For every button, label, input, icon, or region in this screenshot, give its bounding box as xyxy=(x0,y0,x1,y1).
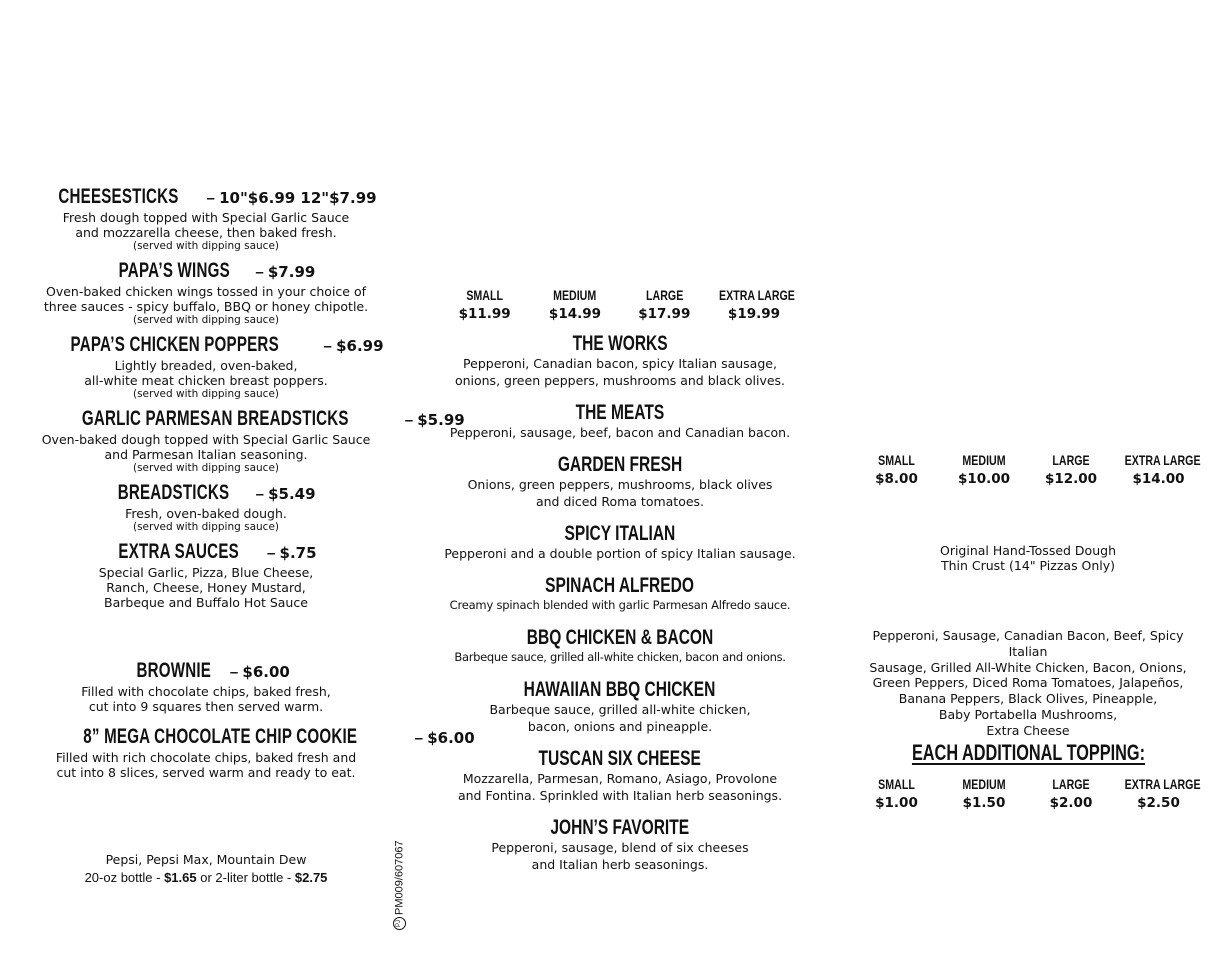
pizza-desc: Pepperoni, sausage, beef, bacon and Canadian bacon. xyxy=(449,425,791,440)
item-price: $7.99 xyxy=(267,263,316,281)
menu-item-cheesesticks: CHEESESTICKS – 10"$6.99 12"$7.99 Fresh dough topped with Special Garlic Sauce and mozzarella cheese, then baked fresh. (served with dipping sauce) xyxy=(30,186,382,252)
pizza-name: JOHN’S FAVORITE xyxy=(550,816,690,839)
item-name: CHEESESTICKS xyxy=(58,185,180,208)
pizza-bbq-chicken-bacon xyxy=(440,627,800,666)
drinks-prices: 20-oz bottle - $1.65 or 2-liter bottle - $2.75 xyxy=(84,870,328,885)
pizza-johns-favorite xyxy=(440,817,800,873)
size-medium: MEDIUM $14.99 xyxy=(548,287,602,322)
pizza-name: THE WORKS xyxy=(572,332,668,355)
menu-item-papas-wings: PAPA’S WINGS – $7.99 Oven-baked chicken wings tossed in your choice of three sauces - spicy buffalo, BBQ or honey chipotle. (served with dipping sauce) xyxy=(30,260,382,326)
pizza-name: THE MEATS xyxy=(575,401,665,424)
pizza-the-works xyxy=(440,333,800,389)
size-small: SMALL $8.00 xyxy=(875,452,918,487)
item-note: (served with dipping sauce) xyxy=(132,314,279,326)
drinks-section xyxy=(30,852,382,885)
item-price: $.75 xyxy=(279,544,317,562)
pizza-name: TUSCAN SIX CHEESE xyxy=(538,747,702,770)
pizza-name: GARDEN FRESH xyxy=(557,453,683,476)
item-name: 8” MEGA CHOCOLATE CHIP COOKIE xyxy=(83,725,358,748)
item-name: PAPA’S WINGS xyxy=(118,259,230,282)
item-desc: Lightly breaded, oven-baked, all-white meat chicken breast poppers. xyxy=(84,358,328,388)
item-price: $5.99 xyxy=(417,411,465,429)
menu-item-garlic-breadsticks: GARLIC PARMESAN BREADSTICKS – $5.99 Oven-baked dough topped with Special Garlic Sauce and Parmesan Italian seasoning. (served with dipping sauce) xyxy=(30,408,382,474)
item-name: PAPA’S CHICKEN POPPERS xyxy=(70,333,279,356)
item-price: $6.00 xyxy=(427,729,475,747)
topping-size-prices xyxy=(853,776,1203,811)
pizza-spinach-alfredo xyxy=(440,575,800,614)
pizza-desc: Onions, green peppers, mushrooms, black olives and diced Roma tomatoes. xyxy=(467,477,773,509)
size-extra-large: EXTRA LARGE $19.99 xyxy=(719,287,795,322)
pizza-desc: Pepperoni, sausage, blend of six cheeses and Italian herb seasonings. xyxy=(491,840,749,872)
sides-column xyxy=(30,185,465,610)
item-desc: Filled with chocolate chips, baked fresh, cut into 9 squares then served warm. xyxy=(81,684,331,714)
size-large: LARGE $12.00 xyxy=(1044,452,1098,487)
crust-options: Original Hand-Tossed Dough Thin Crust (14" Pizzas Only) xyxy=(939,543,1116,573)
item-name: BREADSTICKS xyxy=(118,481,230,504)
papa-johns-logo-icon: PJ xyxy=(393,917,406,930)
item-note: (served with dipping sauce) xyxy=(132,462,279,474)
specialty-pizzas-column xyxy=(440,333,800,873)
pizza-name: HAWAIIAN BBQ CHICKEN xyxy=(524,678,716,701)
specialty-size-prices xyxy=(440,287,800,322)
item-desc: Special Garlic, Pizza, Blue Cheese, Ranch, Cheese, Honey Mustard, Barbeque and Buffalo Hot Sauce xyxy=(98,565,314,610)
pizza-desc: Barbeque sauce, grilled all-white chicken, bacon and onions. xyxy=(454,650,786,664)
size-extra-large: EXTRA LARGE $2.50 xyxy=(1124,776,1201,811)
pizza-desc: Mozzarella, Parmesan, Romano, Asiago, Provolone and Fontina. Sprinkled with Italian herb seasonings. xyxy=(457,771,783,803)
size-large: LARGE $2.00 xyxy=(1049,776,1093,811)
menu-item-extra-sauces: EXTRA SAUCES – $.75 Special Garlic, Pizza, Blue Cheese, Ranch, Cheese, Honey Mustard, Barbeque and Buffalo Hot Sauce xyxy=(30,541,382,610)
pizza-name: SPINACH ALFREDO xyxy=(545,574,695,597)
pizza-tuscan-six-cheese xyxy=(440,748,800,804)
pizza-desc: Pepperoni, Canadian bacon, spicy Italian sausage, onions, green peppers, mushrooms and black olives. xyxy=(454,356,786,388)
item-desc: Fresh, oven-baked dough. xyxy=(125,506,287,521)
size-medium: MEDIUM $1.50 xyxy=(962,776,1006,811)
byo-size-prices xyxy=(853,452,1203,487)
item-name: BROWNIE xyxy=(136,659,212,682)
item-price: $5.49 xyxy=(268,485,316,503)
pizza-spicy-italian xyxy=(440,523,800,562)
pizza-name: BBQ CHICKEN & BACON xyxy=(526,626,714,649)
item-name: GARLIC PARMESAN BREADSTICKS xyxy=(81,407,349,430)
size-extra-large: EXTRA LARGE $14.00 xyxy=(1124,452,1201,487)
pizza-the-meats xyxy=(440,402,800,441)
desserts-column xyxy=(30,659,475,780)
menu-item-cookie: 8” MEGA CHOCOLATE CHIP COOKIE – $6.00 Filled with rich chocolate chips, baked fresh and cut into 8 slices, served warm and ready to eat. xyxy=(30,726,382,780)
size-small: SMALL $1.00 xyxy=(875,776,918,811)
item-note: (served with dipping sauce) xyxy=(132,388,279,400)
item-desc: Oven-baked chicken wings tossed in your choice of three sauces - spicy buffalo, BBQ or honey chipotle. xyxy=(43,284,369,314)
item-price: $6.00 xyxy=(242,663,290,681)
menu-item-brownie: BROWNIE – $6.00 Filled with chocolate chips, baked fresh, cut into 9 squares then served warm. xyxy=(30,660,382,714)
item-note: (served with dipping sauce) xyxy=(132,521,279,533)
item-desc: Fresh dough topped with Special Garlic Sauce and mozzarella cheese, then baked fresh. xyxy=(62,210,350,240)
size-small: SMALL $11.99 xyxy=(458,287,511,322)
pizza-hawaiian-bbq-chicken xyxy=(440,679,800,735)
pizza-desc: Barbeque sauce, grilled all-white chicken, bacon, onions and pineapple. xyxy=(489,702,751,734)
size-large: LARGE $17.99 xyxy=(638,287,691,322)
item-name: EXTRA SAUCES xyxy=(118,540,240,563)
menu-item-breadsticks: BREADSTICKS – $5.49 Fresh, oven-baked dough. (served with dipping sauce) xyxy=(30,482,382,533)
item-price: $6.99 xyxy=(336,337,384,355)
item-price: 10"$6.99 12"$7.99 xyxy=(219,189,377,207)
menu-item-chicken-poppers: PAPA’S CHICKEN POPPERS – $6.99 Lightly breaded, oven-baked, all-white meat chicken breast poppers. (served with dipping sauce) xyxy=(30,334,382,400)
size-medium: MEDIUM $10.00 xyxy=(957,452,1011,487)
pizza-name: SPICY ITALIAN xyxy=(564,522,676,545)
item-desc: Oven-baked dough topped with Special Garlic Sauce and Parmesan Italian seasoning. xyxy=(41,432,371,462)
pizza-desc: Creamy spinach blended with garlic Parmesan Alfredo sauce. xyxy=(449,598,791,612)
drinks-list: Pepsi, Pepsi Max, Mountain Dew xyxy=(105,852,307,867)
toppings-list: Pepperoni, Sausage, Canadian Bacon, Beef, Spicy Italian Sausage, Grilled All-White Chicken, Bacon, Onions, Green Peppers, Diced Roma Tomatoes, Jalapeños, Banana Peppers, Black Olives, Pineapple, Baby Portabella Mushrooms, Extra Cheese xyxy=(869,628,1187,738)
pizza-desc: Pepperoni and a double portion of spicy Italian sausage. xyxy=(444,546,796,561)
print-code: PJPM009/607067 xyxy=(393,840,406,930)
pizza-garden-fresh xyxy=(440,454,800,510)
item-desc: Filled with rich chocolate chips, baked fresh and cut into 8 slices, served warm and ready to eat. xyxy=(55,750,357,780)
additional-topping-heading: EACH ADDITIONAL TOPPING: xyxy=(911,740,1145,765)
item-note: (served with dipping sauce) xyxy=(132,240,279,252)
